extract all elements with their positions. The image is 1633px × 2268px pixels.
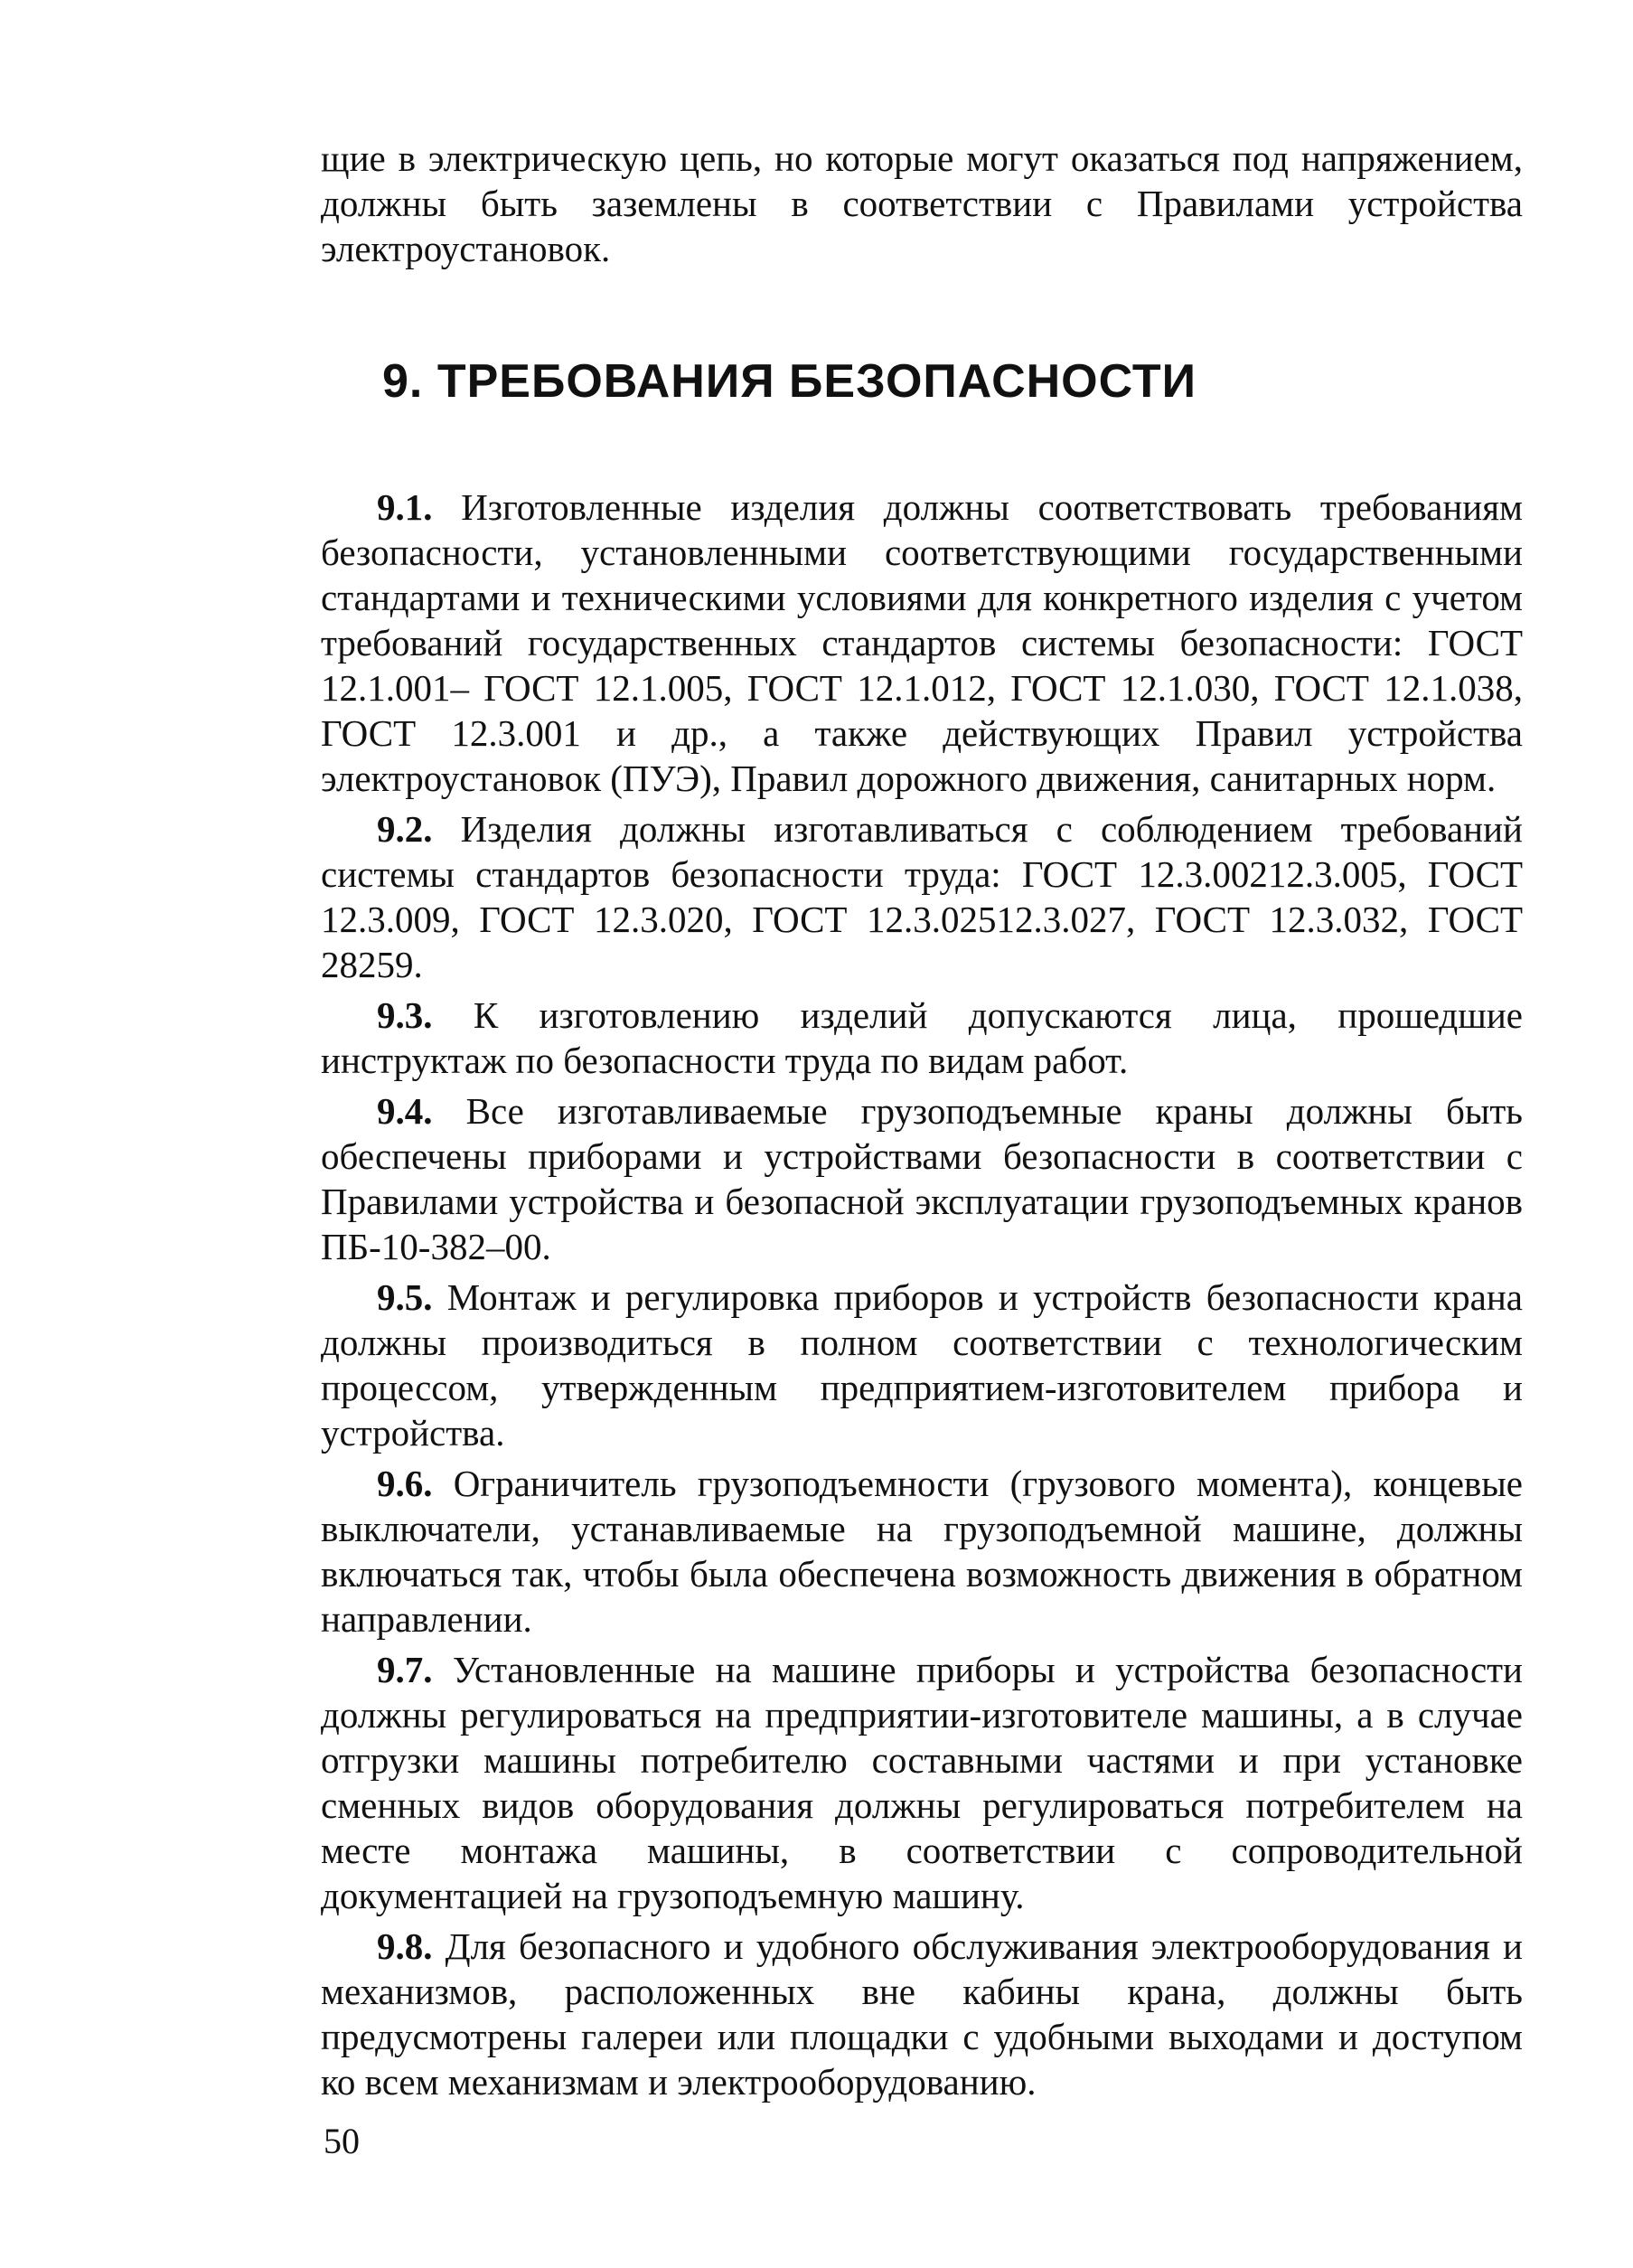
item-number: 9.4. — [377, 1090, 433, 1132]
paragraph-9-4 — [321, 1088, 1523, 1269]
item-number: 9.8. — [377, 1925, 433, 1967]
paragraph-9-3 — [321, 993, 1523, 1083]
item-text: Установленные на машине приборы и устройства безопасности должны регулироваться на предприятии-изготовителе машины, а в случае отгрузки машины потребителю составными частями и при установке сменных видов оборудования должны регулироваться потребителем на месте монтажа машины, в соответствии с сопроводительной документацией на грузоподъемную машину. — [321, 1649, 1523, 1916]
item-text: Монтаж и регулировка приборов и устройств безопасности крана должны производиться в полном соответствии с технологическим процессом, утвержденным предприятием-изготовителем прибора и устройства. — [321, 1276, 1524, 1454]
item-text: Все изготавливаемые грузоподъемные краны должны быть обеспечены приборами и устройствами безопасности в соответствии с Правилами устройства и безопасной эксплуатации грузоподъемных кранов ПБ-10-382–00. — [321, 1090, 1524, 1267]
page-body — [321, 136, 1523, 2110]
intro-paragraph: щие в электрическую цепь, но которые могут оказаться под напряжением, должны быть заземлены в соответствии с Правилами устройства электроустановок. — [321, 137, 1523, 269]
item-number: 9.5. — [377, 1276, 433, 1318]
item-number: 9.1. — [377, 486, 433, 528]
item-text: Изделия должны изготавливаться с соблюдением требований системы стандартов безопасности труда: ГОСТ 12.3.00212.3.005, ГОСТ 12.3.009, ГОСТ 12.3.020, ГОСТ 12.3.02512.3.027, ГОСТ 12.3.032, ГОСТ 28259. — [321, 808, 1523, 985]
item-number: 9.2. — [377, 808, 433, 850]
paragraph-9-6 — [321, 1461, 1523, 1642]
item-number: 9.3. — [377, 994, 433, 1036]
paragraph-9-7 — [321, 1647, 1523, 1918]
page-number: 50 — [324, 2121, 360, 2161]
item-text: Изготовленные изделия должны соответствовать требованиям безопасности, установленными соответствующими государственными стандартами и техническими условиями для конкретного изделия с учетом требований государственных стандартов системы безопасности: ГОСТ 12.1.001– ГОСТ 12.1.005, ГОСТ 12.1.012, ГОСТ 12.1.030, ГОСТ 12.1.038, ГОСТ 12.3.001 и др., а также действующих Правил устройства электроустановок (ПУЭ), Правил дорожного движения, санитарных норм. — [321, 486, 1524, 799]
item-text: Ограничитель грузоподъемности (грузового момента), концевые выключатели, устанавливаемые на грузоподъемной машине, должны включаться так, чтобы была обеспечена возможность движения в обратном направлении. — [321, 1463, 1524, 1640]
section-heading: 9. ТРЕБОВАНИЯ БЕЗОПАСНОСТИ — [382, 355, 1197, 408]
item-number: 9.7. — [377, 1649, 433, 1690]
item-text: Для безопасного и удобного обслуживания электрооборудования и механизмов, расположенных вне кабины крана, должны быть предусмотрены галереи или площадки с удобными выходами и доступом ко всем механизмам и электрооборудованию. — [321, 1925, 1523, 2103]
paragraph-9-1 — [321, 485, 1523, 801]
item-number: 9.6. — [377, 1463, 433, 1504]
paragraph-9-5 — [321, 1275, 1523, 1455]
item-text: К изготовлению изделий допускаются лица, прошедшие инструктаж по безопасности труда по видам работ. — [321, 994, 1524, 1081]
paragraph-9-8 — [321, 1924, 1523, 2104]
paragraph-9-2 — [321, 806, 1523, 987]
